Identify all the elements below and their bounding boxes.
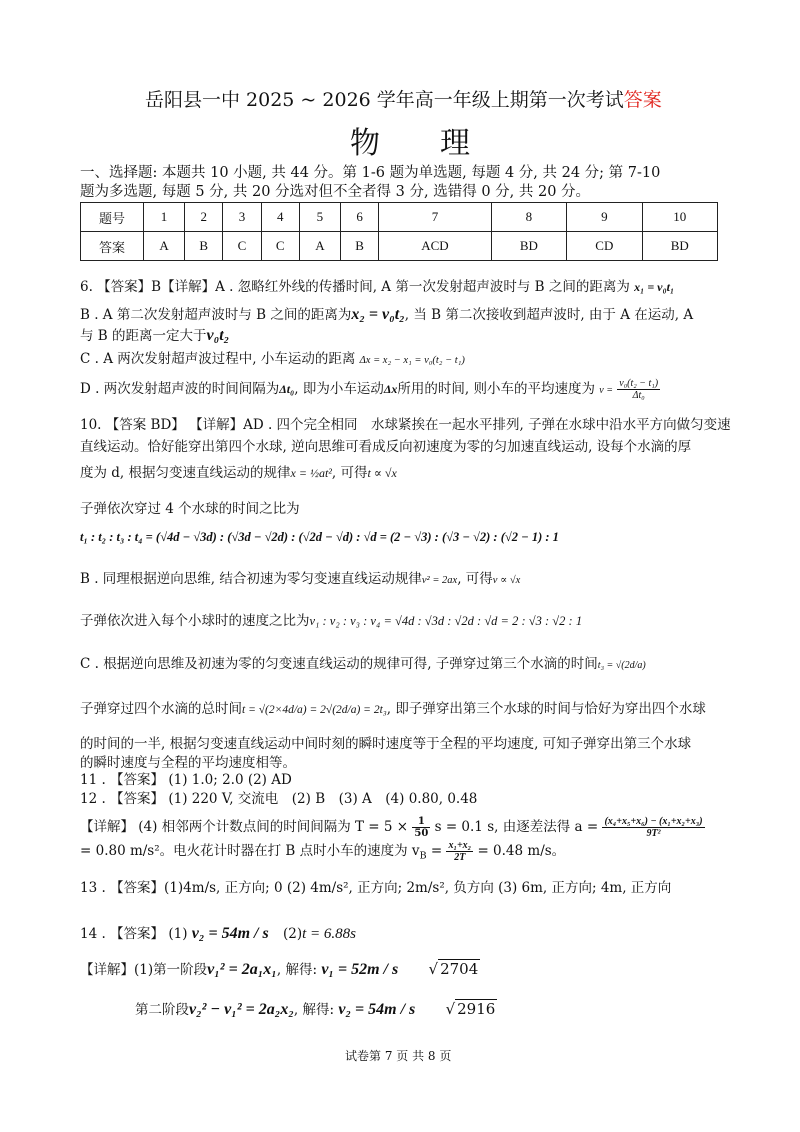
q6-line1 — [80, 278, 674, 296]
q6-text-5b: , 即为小车运动 — [294, 381, 384, 397]
q12-acc-num: (x₄+x₅+x₆) − (x₁+x₂+x₃) — [604, 816, 703, 827]
q6-line3 — [80, 327, 229, 345]
q-number-10: 10 — [642, 203, 717, 232]
q10-eq-6b: v ∝ √x — [492, 575, 521, 586]
answer-8: BD — [491, 232, 566, 261]
q6-text-2: B . A 第二次发射超声波时与 B 之间的距离为 — [80, 307, 352, 323]
row-label-question: 题号 — [81, 203, 144, 232]
q10-line2: 直线运动。恰好能穿出第四个水球, 逆向思维可看成反向初速度为零的匀加速直线运动, 设每个水滴的厚 — [80, 439, 692, 455]
row-label-answer: 答案 — [81, 232, 144, 261]
q12-vel-num: x₁+x₂ — [448, 840, 472, 851]
q10-line11: 的瞬时速度与全程的平均速度相等。 — [80, 755, 296, 771]
q-number-4: 4 — [261, 203, 299, 232]
q10-line1: 10. 【答案 BD】 【详解】AD . 四个完全相同 水球紧挨在一起水平排列, 子弹在水球中沿水平方向做匀变速 — [80, 417, 731, 433]
page-title — [145, 88, 662, 112]
q14-text-2b: , 解得: — [276, 962, 318, 978]
q14-text-3a: 第二阶段 — [135, 1002, 189, 1018]
q10-text-7: 子弹依次进入每个小球时的速度之比为 — [80, 613, 310, 629]
q10-text-6: B . 同理根据逆向思维, 结合初速为零匀变速直线运动规律 — [80, 571, 422, 587]
q-number-1: 1 — [144, 203, 185, 232]
q14-sqrt-2916: √ 2916 — [445, 1000, 496, 1018]
q6-line4 — [80, 350, 465, 370]
q14-text-3b: , 解得: — [293, 1002, 335, 1018]
q6-velocity-fraction — [617, 378, 660, 401]
q6-frac-den: Δt₀ — [632, 390, 645, 401]
q10-eq-3b: t ∝ √x — [367, 466, 397, 480]
q10-line3 — [80, 464, 397, 482]
q14-eq-v2: v₂ = 54m / s — [191, 925, 269, 942]
q12-detail-line2 — [80, 840, 565, 866]
q13-answer: 13 . 【答案】(1)4m/s, 正方向; 0 (2) 4m/s², 正方向; 2m/s², 负方向 (3) 6m, 正方向; 4m, 正方向 — [80, 880, 672, 896]
q12-detail-line1 — [80, 816, 705, 839]
q6-eq-1: x₁ = v₀t₁ — [634, 280, 675, 294]
q6-text-3: 与 B 的距离一定大于 — [80, 328, 207, 344]
q10-line9 — [80, 700, 706, 719]
q10-velocity-ratio: v₁ : v₂ : v₃ : v₄ = √4d : √3d : √2d : √d = 2 : √3 : √2 : 1 — [309, 614, 583, 628]
title-answer-red: 答案 — [623, 89, 662, 111]
answer-2: B — [185, 232, 223, 261]
q6-eq-3: v₀t₂ — [206, 327, 230, 344]
answer-1: A — [144, 232, 185, 261]
q10-text-6b: , 可得 — [457, 571, 493, 587]
q6-text-2b: , 当 B 第二次接收到超声波时, 由于 A 在运动, A — [404, 307, 694, 323]
question-number-row — [81, 203, 718, 232]
q14-detail-line2 — [135, 1000, 497, 1019]
q10-eq-8: t₃ = √(2d/a) — [597, 660, 646, 671]
answer-10: BD — [642, 232, 717, 261]
answer-7: ACD — [379, 232, 492, 261]
q12-frac-den: 50 — [414, 828, 429, 839]
answer-table — [80, 202, 718, 261]
q-number-7: 7 — [379, 203, 492, 232]
q14-sqrt-2704: √ 2704 — [428, 960, 479, 978]
q12-frac-num: 1 — [412, 816, 430, 828]
q12-acc-den: 9T² — [646, 828, 661, 839]
subject-title: 物 理 — [350, 126, 470, 161]
q10-line8 — [80, 655, 646, 675]
q10-text-9b: , 即子弹穿出第三个水球的时间与恰好为穿出四个水球 — [386, 701, 706, 717]
answer-row — [81, 232, 718, 261]
title-main: 岳阳县一中 2025 ~ 2026 学年高一年级上期第一次考试 — [145, 89, 624, 111]
q10-eq-6: v² = 2ax — [421, 575, 458, 586]
answer-3: C — [223, 232, 261, 261]
q14-eq-stage1: v₁² = 2a₁x₁ — [207, 961, 277, 978]
q10-line6 — [80, 570, 520, 590]
q10-text-3: 度为 d, 根据匀变速直线运动的规律 — [80, 465, 291, 481]
q12-answer: 12 . 【答案】 (1) 220 V, 交流电 (2) B (3) A (4) 0.80, 0.48 — [80, 791, 478, 807]
q-number-3: 3 — [223, 203, 261, 232]
q-number-2: 2 — [185, 203, 223, 232]
q14-eq-t: t = 6.88s — [302, 926, 356, 942]
q6-eq-5-lhs: v = — [599, 385, 613, 396]
q6-eq-5b: Δx — [383, 382, 398, 396]
q14-text-2a: 【详解】(1)第一阶段 — [80, 962, 208, 978]
q10-line10: 的时间的一半, 根据匀变速直线运动中间时刻的瞬时速度等于全程的平均速度, 可知子弹穿出第三个水球 — [80, 736, 692, 752]
q14-sqrt-2916-value: 2916 — [457, 1000, 496, 1018]
q6-eq-5a: Δt₀ — [279, 382, 295, 396]
q12-text-3b: = — [430, 843, 443, 859]
q6-eq-4: Δx = x₂ − x₁ = v₀(t₂ − t₁) — [359, 355, 465, 366]
q10-text-3b: , 可得 — [331, 465, 368, 481]
q14-eq-stage2: v₂² − v₁² = 2a₂x₂ — [189, 1001, 294, 1018]
section1-line1: 一、选择题: 本题共 10 小题, 共 44 分。第 1-6 题为单选题, 每题 4 分, 共 24 分; 第 7-10 — [80, 165, 661, 181]
q6-frac-num: v₀(t₂ − t₁) — [619, 378, 659, 389]
q11-answer: 11 . 【答案】 (1) 1.0; 2.0 (2) AD — [80, 772, 292, 788]
q6-text-1: 6. 【答案】B【详解】A . 忽略红外线的传播时间, A 第一次发射超声波时与 B 之间的距离为 — [80, 279, 630, 295]
q12-sub-b: B — [419, 850, 427, 862]
q12-text-3a: = 0.80 m/s²。电火花计时器在打 B 点时小车的速度为 v — [80, 843, 420, 859]
answer-9: CD — [567, 232, 642, 261]
section1-line2: 题为多选题, 每题 5 分, 共 20 分选对但不全者得 3 分, 选错得 0 分, 共 20 分。 — [80, 184, 591, 200]
q12-text-3c: = 0.48 m/s。 — [477, 843, 566, 859]
q14-result-v1: v₁ = 52m / s — [321, 961, 399, 978]
q6-text-5: D . 两次发射超声波的时间间隔为 — [80, 381, 280, 397]
q10-text-9: 子弹穿过四个水滴的总时间 — [80, 701, 242, 717]
answer-5: A — [299, 232, 340, 261]
q14-detail-line1 — [80, 960, 480, 979]
q12-velocity-fraction — [446, 840, 473, 863]
q10-eq-9: t = √(2×4d/a) = 2√(2d/a) = 2t₃ — [242, 704, 387, 716]
q6-text-4: C . A 两次发射超声波过程中, 小车运动的距离 — [80, 351, 356, 367]
q10-eq-3: x = ½at² — [290, 466, 332, 480]
answer-6: B — [340, 232, 378, 261]
q14-answer — [80, 925, 356, 943]
q12-text-2a: 【详解】 (4) 相邻两个计数点间的时间间隔为 T = 5 × — [80, 819, 409, 835]
q6-text-5c: 所用的时间, 则小车的平均速度为 — [397, 381, 595, 397]
q12-fraction-interval — [412, 816, 430, 839]
q10-time-ratio: t₁ : t₂ : t₃ : t₄ = (√4d − √3d) : (√3d − √2d) : (√2d − √d) : √d = (2 − √3) : (√3 − √2) : (√2 − 1) : 1 — [80, 530, 559, 544]
q12-acceleration-fraction — [602, 816, 704, 839]
q-number-8: 8 — [491, 203, 566, 232]
q6-line5 — [80, 378, 660, 401]
q14-result-v2: v₂ = 54m / s — [338, 1001, 416, 1018]
q10-line4: 子弹依次穿过 4 个水球的时间之比为 — [80, 501, 300, 517]
q12-text-2b: s = 0.1 s, 由逐差法得 a = — [434, 819, 599, 835]
q14-text-1mid: (2) — [282, 926, 303, 942]
q-number-5: 5 — [299, 203, 340, 232]
answer-4: C — [261, 232, 299, 261]
q-number-9: 9 — [567, 203, 642, 232]
q6-eq-2: x₂ = v₀t₂ — [351, 306, 405, 323]
q10-line7 — [80, 612, 582, 630]
q-number-6: 6 — [340, 203, 378, 232]
q14-sqrt-2704-value: 2704 — [440, 960, 479, 978]
q6-line2 — [80, 306, 693, 324]
q12-vel-den: 2T — [454, 852, 466, 863]
q10-text-8: C . 根据逆向思维及初速为零的匀变速直线运动的规律可得, 子弹穿过第三个水滴的时间 — [80, 656, 598, 672]
q14-text-1: 14 . 【答案】 (1) — [80, 926, 188, 942]
page-footer: 试卷第 7 页 共 8 页 — [345, 1049, 452, 1063]
